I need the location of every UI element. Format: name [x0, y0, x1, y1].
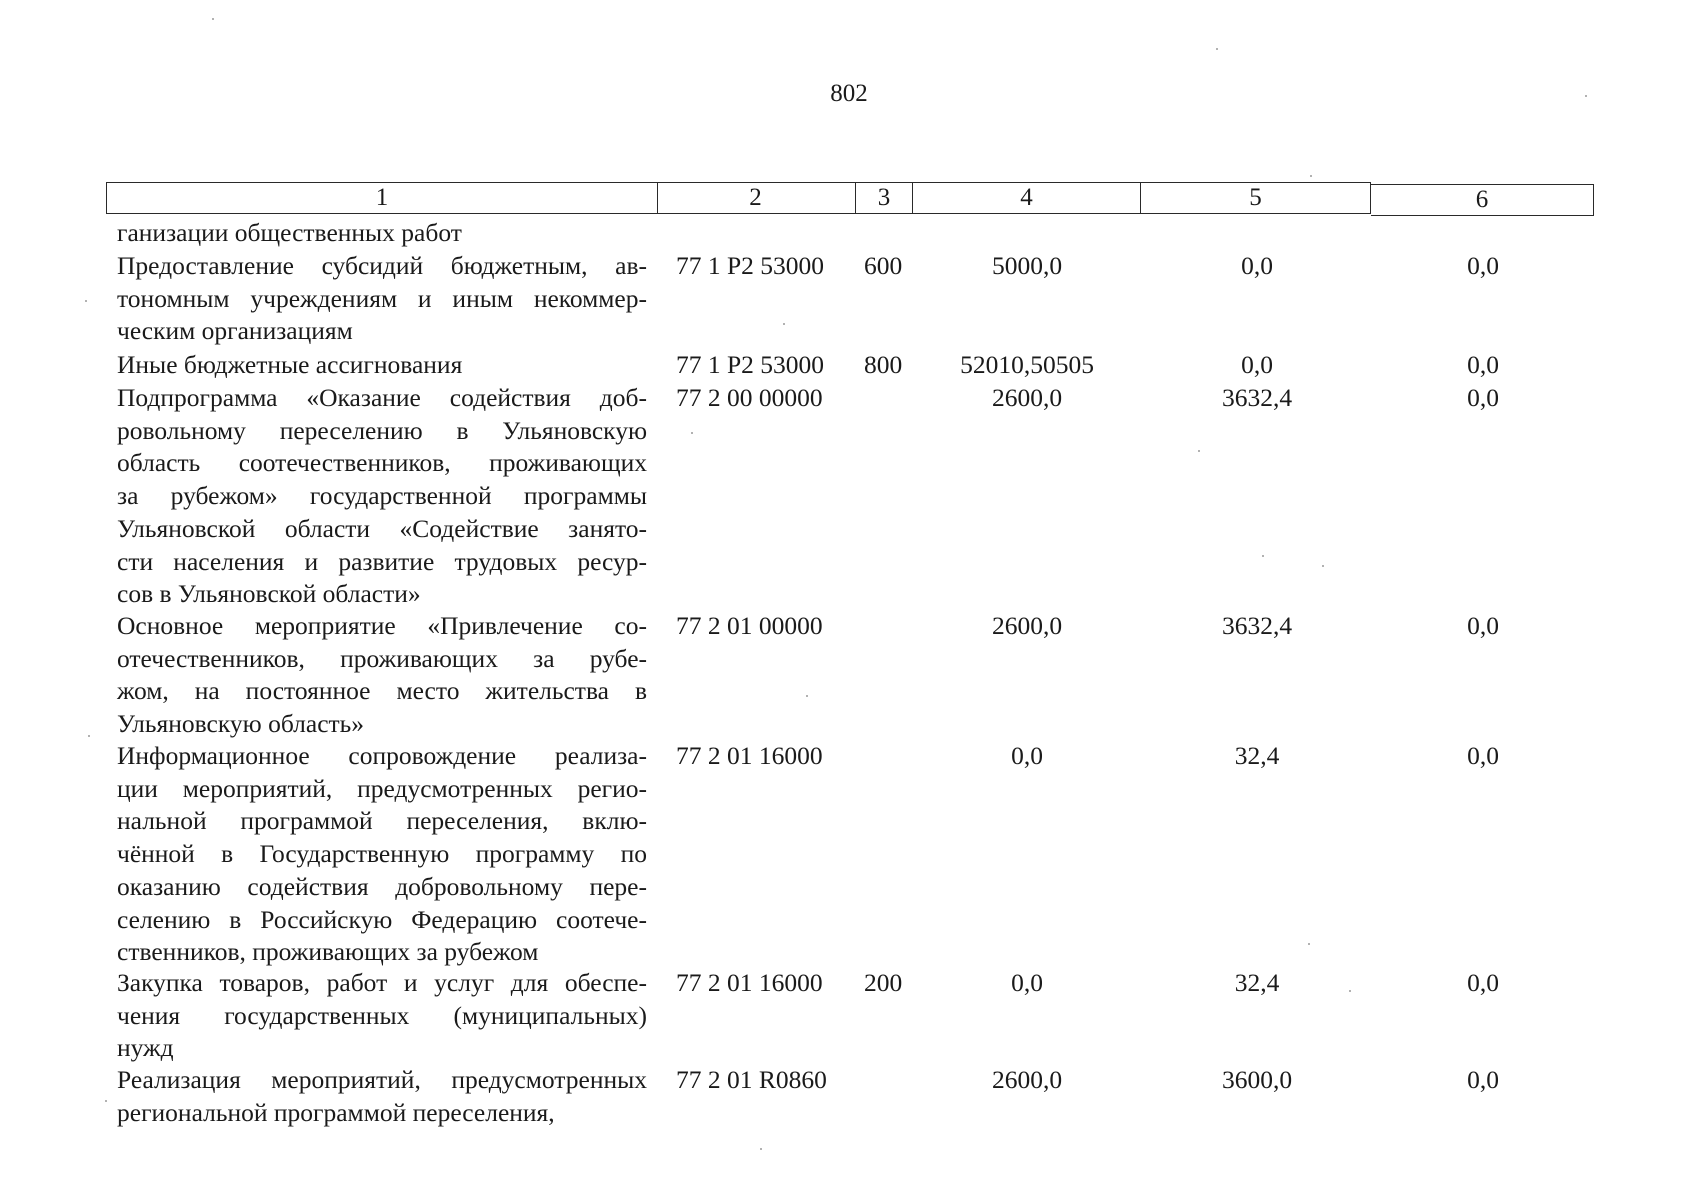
description-line: ческим организациям — [117, 316, 353, 346]
description-line: чённой в Государственную программу по — [117, 839, 647, 869]
description-line: область соотечественников, проживающих — [117, 448, 647, 478]
expense-type: 600 — [864, 251, 903, 280]
description-line: Ульяновскую область» — [117, 709, 365, 739]
column-header-3: 3 — [856, 182, 913, 214]
scan-speck — [1262, 555, 1264, 557]
row-description — [117, 382, 647, 611]
description-line: Закупка товаров, работ и услуг для обеспе- — [117, 968, 647, 997]
value-col-5: 0,0 — [1241, 251, 1273, 280]
target-code: 77 2 01 16000 — [676, 968, 823, 997]
scan-speck — [1308, 943, 1310, 945]
column-header-2: 2 — [656, 182, 856, 214]
description-line: чения государственных (муниципальных) — [117, 1000, 647, 1030]
scan-speck — [691, 432, 693, 434]
expense-type: 800 — [864, 350, 903, 379]
column-header-5: 5 — [1141, 182, 1371, 214]
description-line: региональной программой переселения, — [117, 1097, 555, 1127]
description-line: Информационное сопровождение реализа- — [117, 741, 647, 770]
scan-speck — [1585, 95, 1587, 97]
description-line: Предоставление субсидий бюджетным, ав- — [117, 251, 647, 280]
value-col-5: 3632,4 — [1221, 383, 1293, 412]
value-col-4: 2600,0 — [991, 1065, 1063, 1094]
description-line: селению в Российскую Федерацию соотече- — [117, 904, 647, 934]
row-description — [117, 610, 647, 741]
description-line: за рубежом» государственной программы — [117, 481, 647, 511]
scan-speck — [783, 323, 785, 325]
value-col-5: 32,4 — [1234, 968, 1280, 997]
row-description — [117, 967, 647, 1065]
value-col-4: 5000,0 — [991, 251, 1063, 280]
description-line: Подпрограмма «Оказание содействия доб- — [117, 383, 647, 412]
column-header-1: 1 — [106, 182, 658, 214]
description-line: нужд — [117, 1033, 174, 1063]
column-header-4: 4 — [913, 182, 1141, 214]
value-col-6: 0,0 — [1467, 383, 1499, 412]
column-header-row — [106, 182, 1594, 216]
value-col-4: 0,0 — [1011, 968, 1043, 997]
value-col-6: 0,0 — [1467, 1065, 1499, 1094]
value-col-4: 0,0 — [1011, 741, 1043, 770]
scan-speck — [760, 1148, 762, 1150]
description-line: жом, на постоянное место жительства в — [117, 676, 647, 706]
column-header-6: 6 — [1371, 184, 1594, 216]
value-col-5: 3600,0 — [1221, 1065, 1293, 1094]
target-code: 77 2 01 16000 — [676, 741, 823, 770]
scan-speck — [1349, 990, 1351, 992]
description-line: Реализация мероприятий, предусмотренных — [117, 1065, 647, 1094]
description-line: ственников, проживающих за рубежом — [117, 937, 539, 967]
scan-speck — [105, 1100, 107, 1102]
scan-speck — [85, 300, 87, 302]
target-code: 77 2 01 00000 — [676, 611, 823, 640]
scan-speck — [1310, 175, 1312, 177]
description-line: ганизации общественных работ — [117, 218, 462, 247]
row-description — [117, 740, 647, 969]
description-line: нальной программой переселения, вклю- — [117, 806, 647, 836]
value-col-5: 0,0 — [1241, 350, 1273, 379]
value-col-6: 0,0 — [1467, 611, 1499, 640]
description-line: Ульяновской области «Содействие занято- — [117, 513, 647, 543]
value-col-6: 0,0 — [1467, 741, 1499, 770]
target-code: 77 2 01 R0860 — [676, 1065, 827, 1094]
target-code: 77 2 00 00000 — [676, 383, 823, 412]
row-description — [117, 1064, 647, 1129]
row-description — [117, 250, 647, 348]
description-line: сти населения и развитие трудовых ресур- — [117, 546, 647, 576]
description-line: оказанию содействия добровольному пере- — [117, 871, 647, 901]
description-line: Иные бюджетные ассигнования — [117, 350, 463, 379]
value-col-6: 0,0 — [1467, 968, 1499, 997]
target-code: 77 1 P2 53000 — [676, 350, 825, 379]
description-line: ции мероприятий, предусмотренных регио- — [117, 773, 647, 803]
row-description — [117, 217, 647, 250]
description-line: отечественников, проживающих за рубе- — [117, 643, 647, 673]
value-col-4: 52010,50505 — [960, 350, 1094, 379]
description-line: сов в Ульяновской области» — [117, 579, 421, 609]
scan-speck — [1198, 450, 1200, 452]
scan-speck — [212, 18, 214, 20]
scan-speck — [1216, 48, 1218, 50]
value-col-6: 0,0 — [1467, 251, 1499, 280]
value-col-6: 0,0 — [1467, 350, 1499, 379]
value-col-4: 2600,0 — [991, 611, 1063, 640]
expense-type: 200 — [864, 968, 903, 997]
value-col-5: 3632,4 — [1221, 611, 1293, 640]
page-number: 802 — [830, 80, 868, 107]
value-col-5: 32,4 — [1234, 741, 1280, 770]
value-col-4: 2600,0 — [991, 383, 1063, 412]
description-line: тономным учреждениям и иным некоммер- — [117, 283, 647, 313]
scan-speck — [1322, 565, 1324, 567]
description-line: ровольному переселению в Ульяновскую — [117, 415, 647, 445]
description-line: Основное мероприятие «Привлечение со- — [117, 611, 647, 640]
scan-speck — [806, 695, 808, 697]
row-description — [117, 349, 647, 382]
target-code: 77 1 P2 53000 — [676, 251, 825, 280]
scan-speck — [88, 735, 90, 737]
